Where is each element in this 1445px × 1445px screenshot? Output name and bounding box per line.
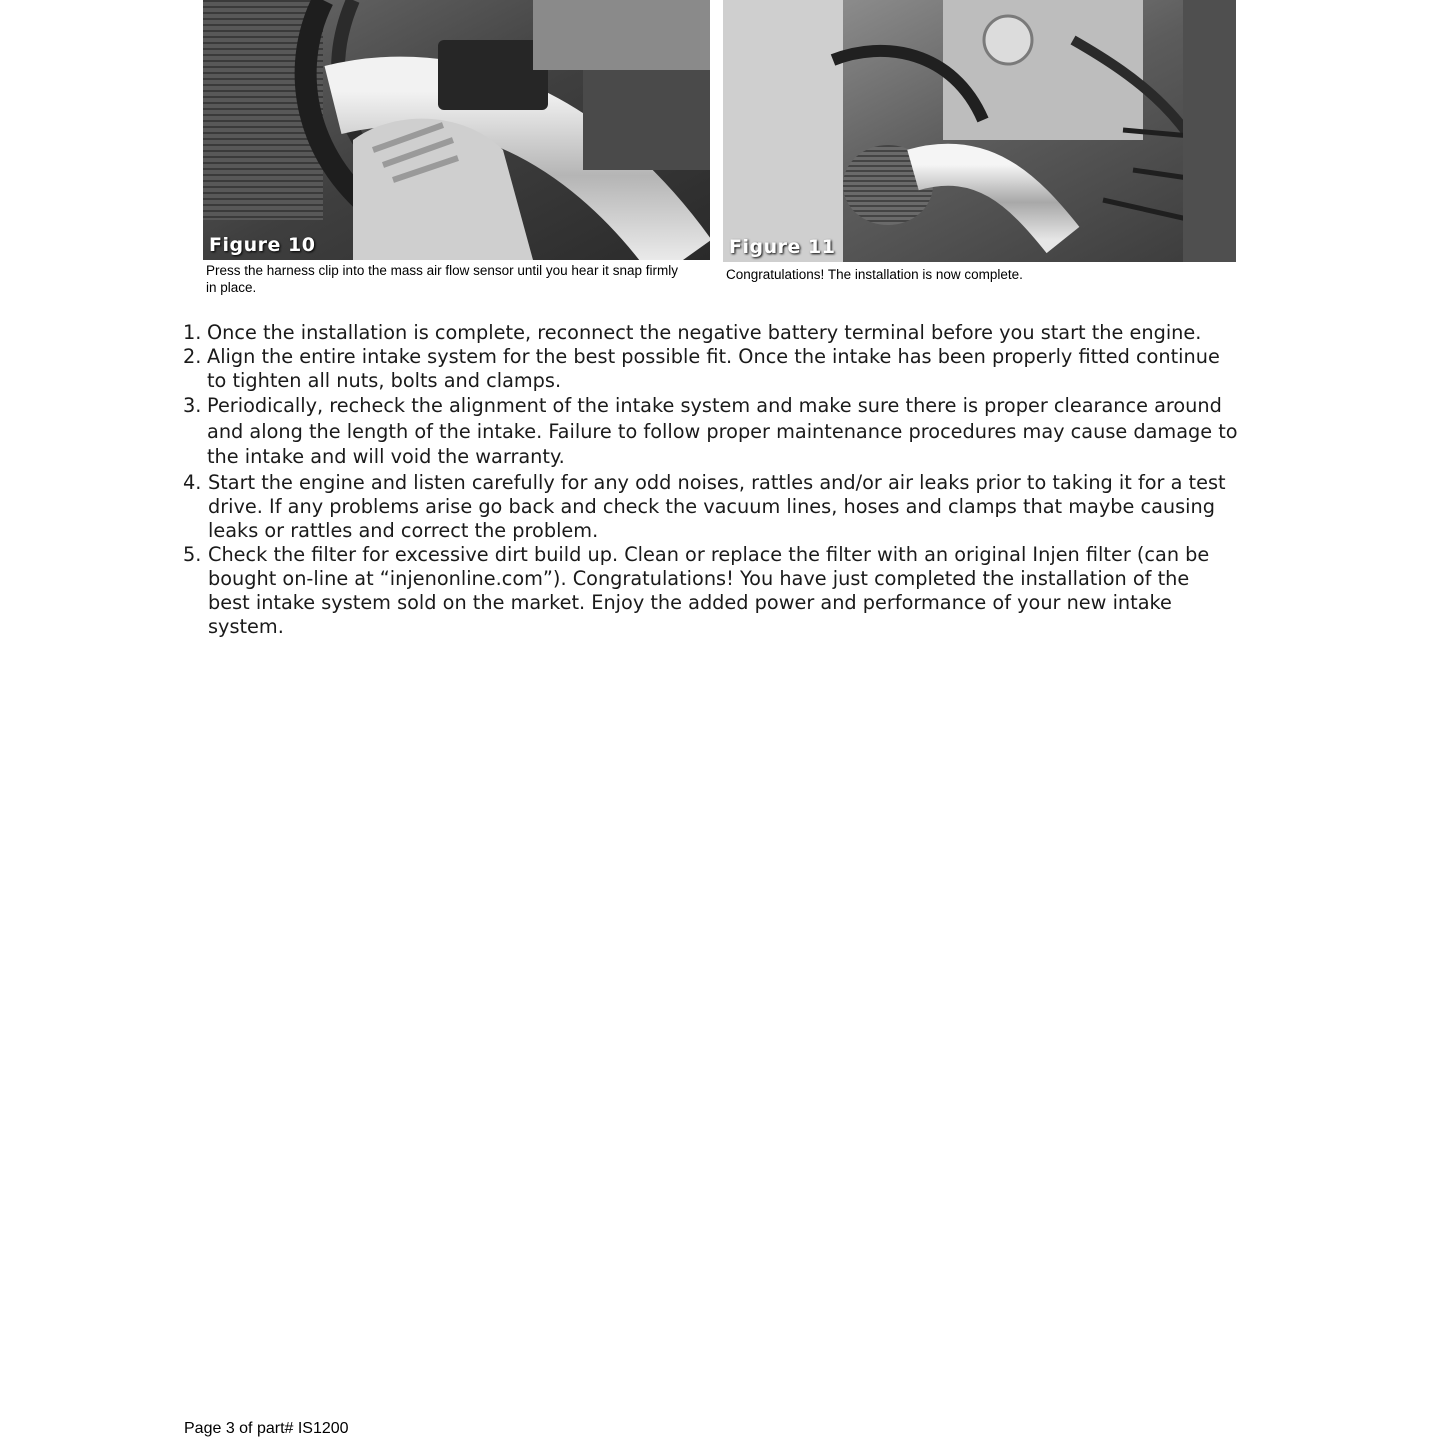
step-number: 4. — [183, 470, 202, 494]
figure-10-caption: Press the harness clip into the mass air flow sensor until you hear it snap firmly in place. — [206, 263, 678, 295]
step-text: Start the engine and listen carefully for any odd noises, rattles and/or air leaks prior to taking it for a test drive. If any problems arise go back and check the vacuum lines, hoses and clamps that maybe causing leaks or rattles and correct the problem. — [208, 470, 1226, 542]
step-text: Check the filter for excessive dirt build up. Clean or replace the filter with an original Injen filter (can be bought on-line at “injenonline.com”). Congratulations! You have just completed the installation of the best intake system sold on the market. Enjoy the added power and performance of your new intake system. — [208, 543, 1210, 639]
step-text: Once the installation is complete, reconnect the negative battery terminal before you start the engine. — [207, 321, 1202, 344]
step-number: 2. — [183, 345, 202, 369]
figure-11-photo — [723, 0, 1236, 262]
step-text: Periodically, recheck the alignment of the intake system and make sure there is proper clearance around and along the length of the intake. Failure to follow proper maintenance procedures may cause damage to the intake and will void the warranty. — [207, 394, 1238, 469]
figure-11-label: Figure 11 — [729, 236, 836, 258]
list-item — [183, 471, 1253, 543]
figure-10-photo — [203, 0, 710, 260]
step-text: Align the entire intake system for the best possible fit. Once the intake has been properly fitted continue to tighten all nuts, bolts and clamps. — [207, 345, 1220, 393]
page-footer: Page 3 of part# IS1200 — [184, 1420, 349, 1437]
step-number: 5. — [183, 543, 202, 567]
installation-steps-list — [183, 321, 1253, 639]
list-item — [183, 543, 1253, 639]
list-item — [183, 345, 1253, 393]
list-item — [183, 321, 1253, 345]
figure-10-label: Figure 10 — [209, 234, 316, 256]
engine-bay-complete-image — [723, 0, 1236, 262]
engine-bay-harness-image — [203, 0, 710, 260]
list-item — [183, 393, 1253, 470]
step-number: 3. — [183, 394, 202, 418]
step-number: 1. — [183, 321, 202, 344]
figure-11-caption: Congratulations! The installation is now complete. — [726, 267, 1023, 282]
